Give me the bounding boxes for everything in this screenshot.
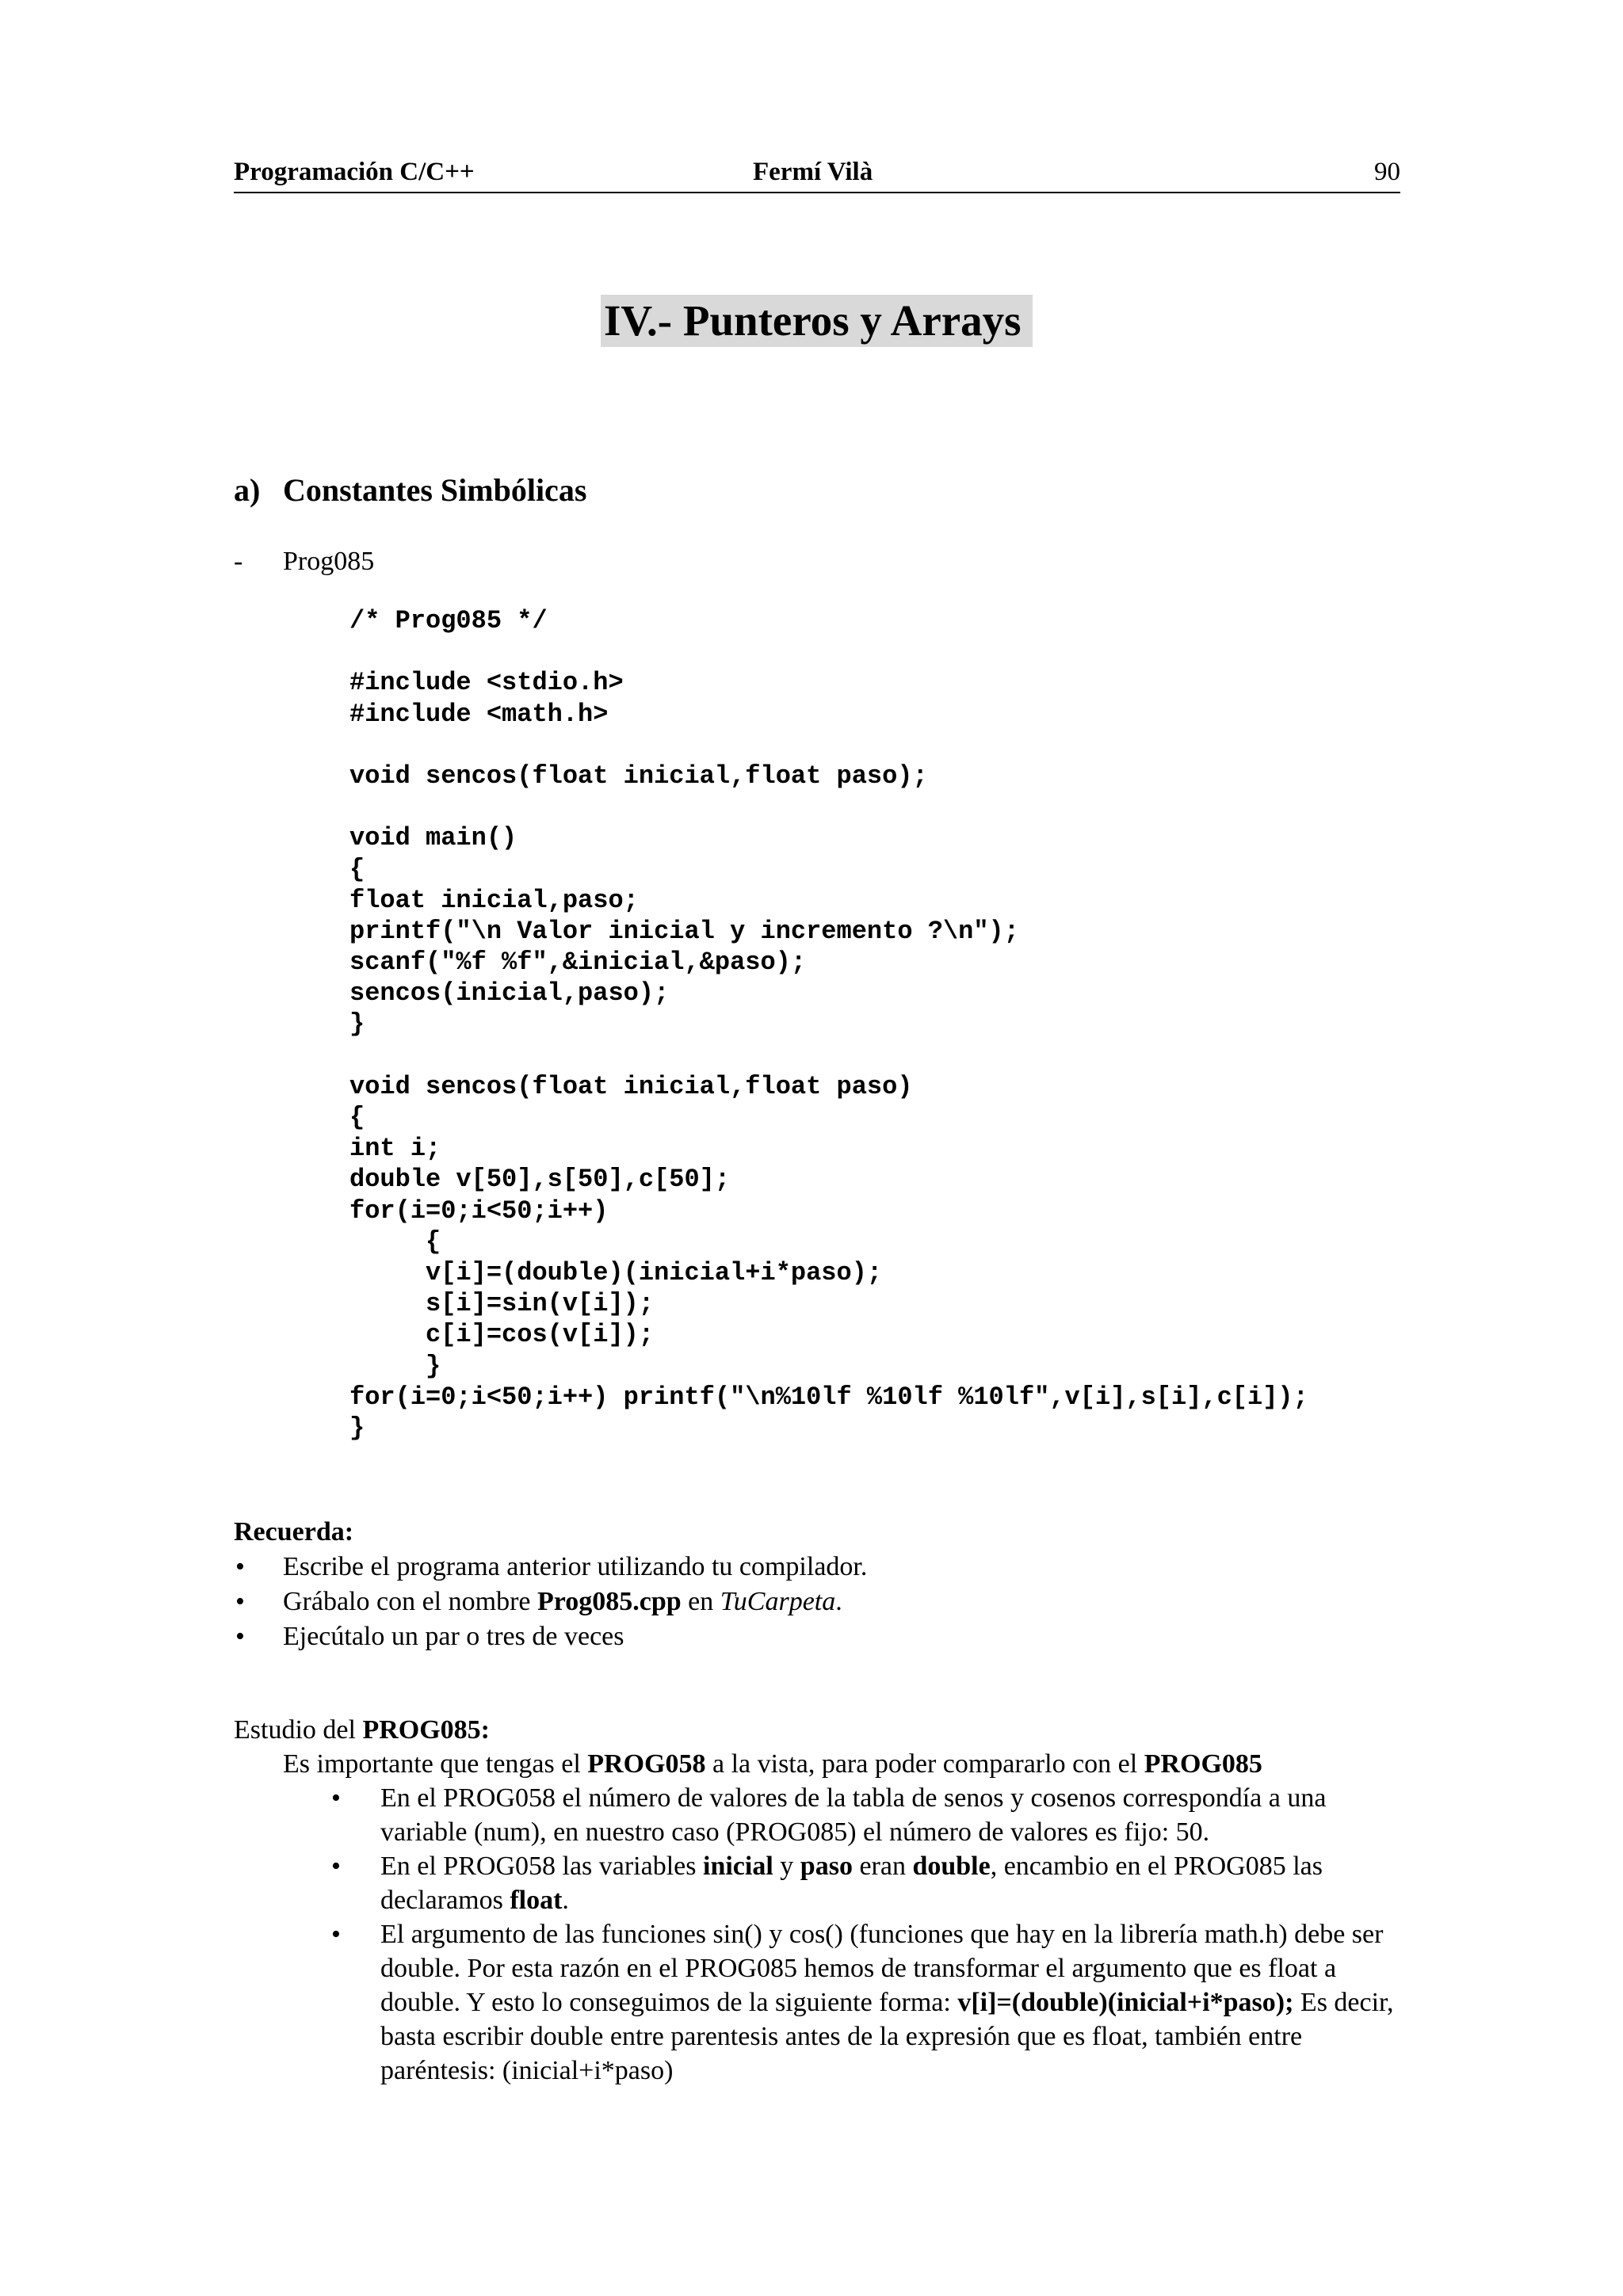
code-line: } [349, 1413, 365, 1443]
program-item-marker: - [234, 547, 243, 576]
estudio-item-text: Es decir, basta escribir double entre parentesis antes de la expresión que es float, también entre paréntesis: (inicial+i*paso) [380, 1988, 1394, 2085]
recuerda-item-text: Grábalo con el nombre [283, 1587, 537, 1616]
intro-text: a la vista, para poder compararlo con el [705, 1749, 1144, 1779]
list-item [234, 1550, 867, 1585]
recuerda-item-text: . [835, 1587, 842, 1616]
estudio-title [234, 1713, 1400, 1747]
recuerda-title: Recuerda: [234, 1517, 354, 1547]
intro-program: PROG058 [587, 1749, 706, 1779]
code-line: { [349, 1226, 441, 1257]
code-line [349, 1040, 1308, 1071]
code-line: v[i]=(double)(inicial+i*paso); [349, 1257, 883, 1287]
estudio-title-program: PROG085: [362, 1715, 490, 1745]
header-course-title: Programación C/C++ [234, 158, 475, 186]
code-line [349, 636, 1308, 667]
code-line [349, 791, 1308, 822]
bullet-icon: • [331, 1852, 341, 1881]
program-item-name: Prog085 [283, 547, 375, 576]
bullet-icon: • [235, 1622, 245, 1651]
code-line: #include <math.h> [349, 699, 609, 729]
program-item [234, 547, 374, 577]
list-item [234, 1585, 867, 1619]
estudio-item-text: El argumento de las funciones sin() y cos() (funciones que hay en la librería math.h) debe ser double. Por esta razón en el PROG085 hemos de transformar el argumento que es float a double. Y esto lo conseguimos de la siguiente forma: [380, 1920, 1384, 2017]
estudio-item-text: En el PROG058 las variables [380, 1852, 703, 1881]
estudio-section [234, 1713, 1400, 2088]
bullet-icon: • [331, 1920, 341, 1949]
code-line: } [349, 1009, 365, 1039]
list-item [234, 1619, 867, 1654]
code-line: for(i=0;i<50;i++) printf("\n%10lf %10lf %10lf",v[i],s[i],c[i]); [349, 1382, 1308, 1412]
code-line: for(i=0;i<50;i++) [349, 1196, 609, 1226]
code-line: double v[50],s[50],c[50]; [349, 1165, 731, 1195]
list-item [331, 1917, 1396, 2088]
list-item [331, 1849, 1396, 1917]
section-letter: a) [234, 472, 261, 508]
running-header [234, 155, 1400, 193]
section-title: Constantes Simbólicas [283, 472, 587, 508]
intro-program: PROG085 [1144, 1749, 1262, 1779]
estudio-title-text: Estudio del [234, 1715, 363, 1745]
recuerda-item-text: en [681, 1587, 720, 1616]
estudio-item-text: En el PROG058 el número de valores de la tabla de senos y cosenos correspondía a una variable (num), en nuestro caso (PROG085) el número de valores es fijo: 50. [380, 1783, 1327, 1847]
chapter-title: IV.- Punteros y Arrays [601, 295, 1033, 347]
recuerda-item-text: Escribe el programa anterior utilizando tu compilador. [283, 1552, 868, 1581]
code-line: void sencos(float inicial,float paso); [349, 761, 928, 791]
header-page-number: 90 [1374, 158, 1400, 186]
bullet-icon: • [331, 1783, 341, 1813]
code-line: printf("\n Valor inicial y incremento ?\n"); [349, 916, 1019, 946]
estudio-intro [234, 1747, 1400, 1781]
code-line: scanf("%f %f",&inicial,&paso); [349, 948, 807, 978]
section-heading [234, 471, 586, 509]
code-line: s[i]=sin(v[i]); [349, 1289, 655, 1319]
code-line: sencos(inicial,paso); [349, 978, 670, 1009]
keyword: inicial [703, 1852, 773, 1881]
code-expression: v[i]=(double)(inicial+i*paso); [957, 1988, 1294, 2017]
code-line: float inicial,paso; [349, 885, 639, 915]
code-line: c[i]=cos(v[i]); [349, 1320, 655, 1350]
code-line: #include <stdio.h> [349, 668, 624, 698]
code-listing [349, 605, 1308, 1444]
estudio-item-text: eran [852, 1852, 913, 1881]
list-item [331, 1781, 1396, 1849]
keyword: double [912, 1852, 991, 1881]
code-line: /* Prog085 */ [349, 606, 548, 635]
estudio-item-text: . [562, 1886, 569, 1915]
keyword: float [510, 1886, 563, 1915]
filename: Prog085.cpp [537, 1587, 682, 1616]
code-line: { [349, 1103, 365, 1132]
code-line: void main() [349, 823, 517, 853]
header-author: Fermí Vilà [753, 158, 873, 186]
code-line: void sencos(float inicial,float paso) [349, 1071, 913, 1101]
code-line [349, 730, 1308, 761]
code-line: } [349, 1351, 441, 1381]
bullet-icon: • [235, 1552, 245, 1581]
estudio-list [234, 1781, 1396, 2088]
intro-text: Es importante que tengas el [283, 1749, 588, 1779]
estudio-item-text: , encambio en el PROG085 las declaramos [380, 1852, 1323, 1915]
keyword: paso [800, 1852, 853, 1881]
folder-name: TuCarpeta [720, 1587, 836, 1616]
bullet-icon: • [235, 1587, 245, 1616]
recuerda-box [234, 1515, 867, 1654]
estudio-item-text: y [773, 1852, 800, 1881]
recuerda-list [234, 1550, 867, 1654]
code-line: { [349, 854, 365, 884]
recuerda-item-text: Ejecútalo un par o tres de veces [283, 1622, 624, 1651]
code-line: int i; [349, 1134, 441, 1164]
